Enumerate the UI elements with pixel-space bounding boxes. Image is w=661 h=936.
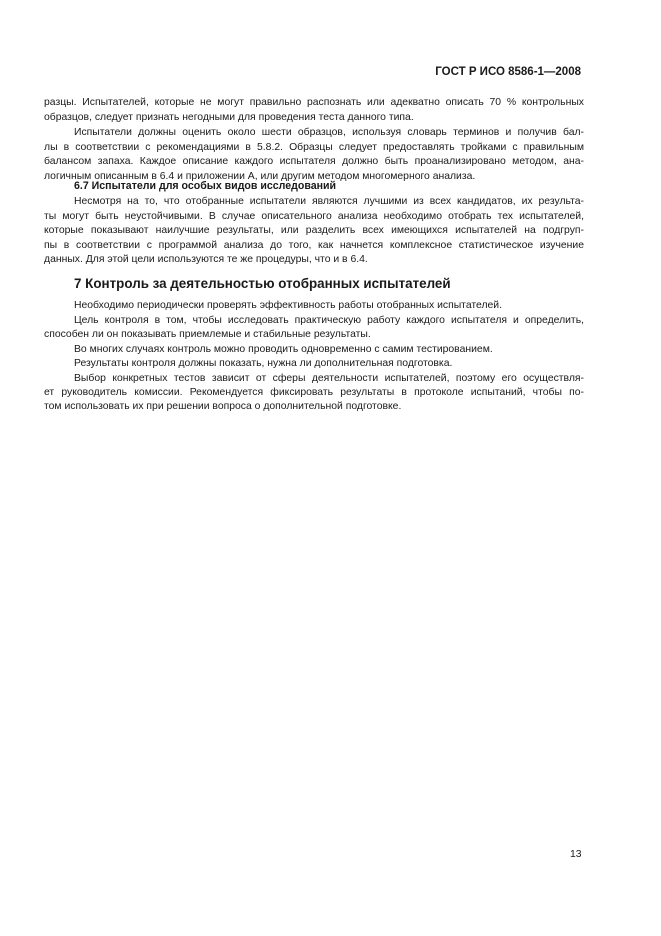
paragraph-line: Испытатели должны оценить около шести образцов, используя словарь терминов и получив бал-	[74, 127, 584, 138]
section-heading: 7 Контроль за деятельностью отобранных испытателей	[74, 276, 451, 291]
paragraph-line: том использовать их при решении вопроса о дополнительной подготовке.	[44, 401, 402, 412]
document-designation: ГОСТ Р ИСО 8586-1—2008	[435, 66, 581, 78]
paragraph-line: логичным описанным в 6.4 и приложении А, или другим методом многомерного анализа.	[44, 171, 476, 182]
subsection-heading: 6.7 Испытатели для особых видов исследований	[74, 180, 337, 192]
paragraph-line: балансом запаха. Каждое описание каждого испытателя должно быть проанализировано методом, ана-	[44, 156, 584, 167]
paragraph-line: данных. Для этой цели используются те же процедуры, что и в 6.4.	[44, 254, 368, 265]
paragraph-line: Во многих случаях контроль можно проводить одновременно с самим тестированием.	[74, 344, 493, 355]
paragraph-line: Цель контроля в том, чтобы исследовать практическую работу каждого испытателя и определить,	[74, 315, 584, 326]
paragraph-line: образцов, следует признать негодными для проведения теста данного типа.	[44, 112, 414, 123]
paragraph-line: ты могут быть неустойчивыми. В случае описательного анализа необходимо отобрать тех испытателей,	[44, 211, 584, 222]
paragraph-line: Несмотря на то, что отобранные испытатели являются лучшими из всех кандидатов, их результа-	[74, 196, 584, 207]
paragraph-line: которые показывают наилучшие результаты, или разделить всех имеющихся испытателей на подгруп-	[44, 225, 584, 236]
paragraph-line: Необходимо периодически проверять эффективность работы отобранных испытателей.	[74, 300, 502, 311]
paragraph-line: Выбор конкретных тестов зависит от сферы деятельности испытателей, поэтому его осуществля-	[74, 373, 584, 384]
page-number: 13	[570, 849, 582, 860]
paragraph-line: ет руководитель комиссии. Рекомендуется фиксировать результаты в протоколе испытаний, чтобы по-	[44, 387, 584, 398]
paragraph-line: разцы. Испытателей, которые не могут правильно распознать или адекватно описать 70 % контрольных	[44, 97, 584, 108]
paragraph-line: пы в соответствии с программой анализа до того, как начнется комплексное статистическое изучение	[44, 240, 584, 251]
paragraph-line: способен ли он показывать приемлемые и стабильные результаты.	[44, 329, 371, 340]
paragraph-line: лы в соответствии с рекомендациями в 5.8.2. Образцы следует предоставлять тройками с правильным	[44, 142, 584, 153]
paragraph-line: Результаты контроля должны показать, нужна ли дополнительная подготовка.	[74, 358, 453, 369]
